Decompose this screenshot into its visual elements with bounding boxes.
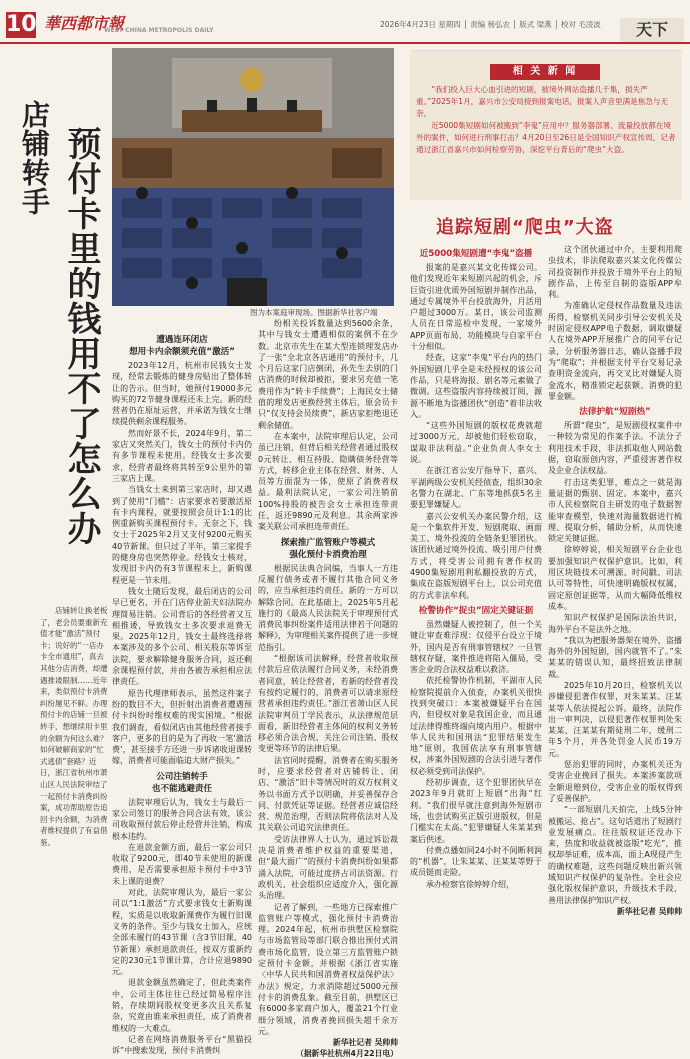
paragraph: 承办检察官徐婷婷介绍， <box>426 879 514 889</box>
paragraph: 这个团伙通过中介，主要利用爬虫技术，非法爬取嘉兴某文化传媒公司投资制作并投放于境外平台上的短剧作品，上传至自制的盗版APP牟利。 <box>548 245 682 300</box>
paragraph: 2025年10月20日，检察机关以涉嫌侵犯著作权罪，对朱某某、汪某某等人依法提起公诉。最终，法院作出一审判决，以侵犯著作权罪判处朱某某、汪某某有期徒刑二年，缓刑二年5个月，并各处罚金人民币19万元。 <box>548 680 682 758</box>
paragraph: 在退款金额方面，最后一家公司只收取了9200元，即40节未使用的新课费用，是否需要承担原卡预付卡中3节未上课的退费？ <box>112 842 252 886</box>
photo-caption: 图为本案庭审现场。图据新华社客户端 <box>250 308 378 317</box>
paragraph: “一部短剧几天拍完，上线5分钟被搬运、抢占”。这句话道出了短剧行业发展痛点。往往版权证还没办下来，热度和收益就被盗版“吃光”，推权却举证难，成本高，面上A现侵产生的确权难题，这些问题反映出新兴领域知识产权保护的复杂性。全社会应强化版权保护意识，升级技术手段，善用法律保护知识产权。 <box>548 805 682 905</box>
paragraph: 依托检警协作机制，平湖市人民检察院提前介入侦查，办案机关很快找到突破口：本案被嫌疑平台在国内，但侵权对象是我国企业，而且通过法律得维终端向境内用户。根据中华人民共和国刑法“犯罪结果发生地”原则，我国依法享有刑事管辖权，涉案外国短剧的合法引进与著作权必须受到司法保护。 <box>410 676 542 776</box>
subhead-2: 公司注销转手 也不能逃避责任 <box>151 771 213 794</box>
paragraph: 钱女士随后发现，最后闭店的公司早已更名，开在门店停业前夫妇法院办理简易注销。公司背后的各经营者又互相推诿，导致钱女士多次要求退费无果。2025年12月，钱女士最终选择将本案涉及的多个公司、相关股东等诉至法院，要求解除健身服务合同，返还剩余课程预付款，并由各被告承担相应法律责任。 <box>112 586 252 687</box>
article-column-4 <box>548 244 682 917</box>
paragraph: 当钱女士来到第三家店时，却又遇到了使用“门槛”：店家要求若要激活原有卡内课程，就要按照会员计1:1的比例重新购买课程预付卡。无奈之下，钱女士于2025年2月又支付9200元购买40节新课。但只过了半年，第三家提手的健身房也突然停业。经钱女士核对，发现旧卡内仍有3节课程未上，新购课程更是一节未用。 <box>112 485 252 585</box>
paragraph: “根据该司法解释，经营者收取预付款后应依法履行合同义务，未经消费者同意，转让经营者，若新的经营者没有按约定履行的，消费者可以请求原经营者承担违约责任。”浙江省萧山区人民法院审判员丁学民表示，从法律规范层面看，新旧经营者主体间的权利义务转移必须合法合规，关注公司注销、股权变更等环节的法律后果。 <box>258 654 398 754</box>
paragraph: 为准确认定侵权作品数量及违法所得，检察机关同步引导公安机关及时固定侵权APP电子数据，调取嫌疑人在境外APP开展推广合的同平台记录，分析服务器日志，确认盗播手段为“爬取”；并根据支付平台交易记录查明资金流向，再交叉比对嫌疑人资金流水，精准锁定起获额、消费的犯罪金额。 <box>548 301 682 401</box>
paragraph: 嘉兴公安机关办案民警介绍，这是一个集软件开发、短剧爬取、画面美工、境外投流的全链条犯罪团伙。该团伙通过境外投流、吸引用户付费方式，将受害公司拥有著作权的4900集短剧用利私翻投放的方式，集成在盗版短剧平台上，以公司充值的方式非法牟利。 <box>410 511 542 600</box>
brand-logo: 華西都市報 <box>44 14 125 33</box>
subhead-3: 探索推广监管账户等模式 强化预付卡消费治理 <box>280 537 376 560</box>
court-photo-illustration <box>112 48 394 306</box>
article-column-1 <box>112 330 252 1057</box>
paragraph: 虽然嫌疑人被控制了，但一个关键让审查难浮现：仅侵平台设立于境外，国内是否有刑事管辖权？一旦管辖权存疑，案件推进将陷入僵局，受害企业的合法权益难以救济。 <box>410 619 542 675</box>
subhead-right-3: 法律护航“短剧热” <box>579 407 651 418</box>
paragraph: 知识产权保护是国际法治共识，海外平台不是法外之地。 <box>548 613 682 634</box>
paragraph: 徐婷婷说，相关短剧平台企业也要加强知识产权保护意识。比如，利用区块链技术可溯源、时间戳、司法认可等特性，可快速明确版权权属，固定原创证据等，从而大幅降低维权成本。 <box>548 545 682 611</box>
paragraph: 根据民法典合同编，当事人一方违反履行债务或者不履行其他合同义务的，应当承担违约责任。新的一方可以解除合同。在此基础上，2025年5月起施行的《最高人民法院关于审理预付式消费民事纠纷案件适用法律若干问题的解释》，为审理相关案件提供了进一步规范指引。 <box>258 563 398 652</box>
paragraph: 打击这类犯罪，难点之一就是海量证据的甄别、固定。本案中，嘉兴市人民检察院自主研发的电子数据智能审查模型，快速对海量数据进行梳理、提取分析，辅助分析，从而快速锁定关键证据。 <box>548 477 682 544</box>
paragraph: 受访法律界人士认为，通过诉讼裁决是消费者维护权益的重要渠道，但“最大面广”的预付卡消费纠纷如果都涌入法院，可能过度挤占司法资源。行政机关、社会组织应适度介入，强化源头治理。 <box>258 834 398 901</box>
paragraph: 经查，这家“李鬼”平台内的热门外国短剧几乎全是未经授权的该公司作品，只是将海报、剧名等元素做了微调。这些盗版内容持续被订阅，源源不断地为盗播团伙“创造”着非法收入。 <box>410 353 542 419</box>
paragraph: “这些外国短剧的版权花费就超过3000万元，却被他们轻松窃取，谋取非法利益。”企业负责人李女士说。 <box>410 421 542 465</box>
paragraph: 2023年12月，杭州市民钱女士发现，经常去锻炼的健身房贴出了整体转让的告示。但当时，她预付19000多元购买的72节健身课程还未上完。新的经营者仍在原址运营，并承诺为钱女士继续提供剩余课程服务。 <box>112 361 252 427</box>
brand-en: WEST CHINA METROPOLIS DAILY <box>104 27 214 34</box>
paragraph: 近5000集短剧如何被搬到“李鬼”应用中？服务器部署、流量投放都在境外的案件，如何进行刑事打击？4月20日至26日是全国知识产权宣传周，记者通过浙江省嘉兴市如何检察劳协，深挖平台背后的“爬虫”大盗。 <box>416 121 676 154</box>
headline-side: 店铺转手 <box>18 100 51 216</box>
paragraph: 原告代理律师表示，虽然这件案子纷的数目不大，但折射出消费者遭遇预付卡纠纷时维权难的现实困境。“根据我们调查，看似闭店由其他经营者接手客户，更多的目的是为了再收一笔‘激活费’，甚至接手方还进一步诉诸收退课转嫁，消费者可能面临追大财产损失。” <box>112 688 252 766</box>
paragraph: 然而好景不长，2024年9月，第二家店又突然关门，钱女士的预付卡内仍有多节课程未使用。经钱女士多次要求，经营者最终将其转至9公里外的第三家店上课。 <box>112 428 252 483</box>
article-column-3 <box>410 244 542 890</box>
lead-paragraph <box>40 605 108 848</box>
subhead-1: 遭遇连环闭店 想用卡内余额须充值“激活” <box>129 335 235 357</box>
article-column-2 <box>258 318 398 1059</box>
court-photo <box>112 48 394 306</box>
paragraph: “我以为把服务器架在境外，盗播海外的外国短剧，国内就管不了。”朱某某的错误认知，最终招致法律制裁。 <box>548 635 682 679</box>
paragraph: 记者了解到，一些地方已探索推广监管账户等模式，强化预付卡消费治理。2024年起，杭州市拱墅区检察院与市场监管局等部门联合推出预付式消费市场化监管，设立第三方监管账户锁定预付卡金额，并根据《浙江省实施〈中华人民共和国消费者权益保护法〉办法》规定，力求消除超过5000元预付卡的消费乱象。截至目前，拱墅区已有6000多家商户加入，覆盖21个行业细分领域，消费者挽回损失超千余万元。 <box>258 902 398 1036</box>
section-tag: 天下 <box>620 18 684 42</box>
paragraph: “我们投入巨大心血引进的短剧，被境外网站盗播几千集，损失严重。”2025年1月，嘉兴市公安局接到报案电话，报案人声音里满是焦急与无奈。 <box>416 85 669 118</box>
headline-right: 追踪短剧“爬虫”大盗 <box>436 217 614 238</box>
related-news-text <box>416 84 678 156</box>
paragraph: 纷相关投诉数量达到5600余条，其中与钱女士遭遇相似的案例不在少数。北京市先生在某大型连锁理发店办了一张“全北京各店通用”的预付卡，几个月后这家门店倒闭，孙先生去别的门店消费的时候却被拒，要求另充值一笔费用作为“转卡手续费”；上海民女士储值的理发店更换经营主体后，原会员卡只“仅支持会员续费”，新店家拒绝退还剩余储值。 <box>258 319 398 430</box>
subhead-right-1: 近5000集短剧遭“李鬼”盗播 <box>419 249 533 259</box>
related-news-title: 相 关 新 闻 <box>490 64 600 80</box>
paragraph: 报案的是嘉兴某文化传媒公司。他们发现近年来短剧兴起的机会，斥巨资引进优质外国短剧并制作出品，通过专属境外平台投放海外，月活用户超过3000万。某日，该公司监测人员在日常巡检中发现，一家境外APP页面布局、功能模块与自家平台十分相似。 <box>410 263 542 352</box>
dateline-source: （据新华社杭州4月22日电） <box>295 1049 398 1059</box>
issue-meta: 2026年4月23日 星期四 │ 责编 杨弘农 │ 版式 梁燕 │ 校对 毛凌波 <box>380 20 601 29</box>
paragraph: 法院审理后认为，钱女士与最后一家公司签订的服务合同合法有效，该公司收取预付款后停止经营并注销，构成根本违约。 <box>112 797 252 841</box>
paragraph: 退款金额虽然确定了，但此类案件中，公司主体往往已经过简易程序注销，存续期间股权变更多次且关系复杂，究竟由谁来承担责任，成了消费者维权的一大难点。 <box>112 978 252 1033</box>
byline-right: 新华社记者 吴帅帅 <box>616 906 682 916</box>
paragraph: 惩治犯罪的同时，办案机关还为受害企业挽回了损失。本案涉案款项全额退赔到位，受害企业的版权得到了妥善保护。 <box>548 760 682 803</box>
paragraph: 在本案中，法院审理后认定，公司虽已注销，但背后相关经营者通过股权0元转让、相互持股、隐瞒债务经营等方式，转移企业主体在经营、财务、人员等方面混为一体，使原了消费者权益。最利法院认定，一家公司注销前100%持股的被告会女士承担连带责任，返还9890元及利息。其余两家涉案关联公司承担连带责任。 <box>258 431 398 532</box>
paragraph: 付费点播如同24小时不间断利润的“机器”，让朱某某、汪某某等野于成员铤而走险。 <box>410 845 542 878</box>
paragraph: 在浙江省公安厅指导下，嘉兴、平湖两级公安机关经侦查，组织30余名警力在湖北、广东等地抓获5名主要犯罪嫌疑人。 <box>410 466 542 510</box>
byline: 新华社记者 吴帅帅 <box>332 1038 398 1048</box>
paragraph: 法官同时提醒，消费者在购买服务时，应要求经营者对店铺转让、闭店、“激活”旧卡等情况时的双方权利义务以书面方式予以明确，并妥善保存合同、付款凭证等证据。经营者应诚信经营、规范治理，否则法院将依法对人及其关联公司追究法律责任。 <box>258 755 398 833</box>
paragraph: 所谓“爬虫”，是短剧侵权案件中一种较为常见的作案手法。不法分子利用技术手段，非法抓取他人网站数据，窃取原创内容，严重侵害著作权及企业合法权益。 <box>548 421 682 476</box>
paragraph: 经初步调查，这个犯罪团伙早在2023年9月就盯上短剧“出海”红利。“我们很早就注意到海外短剧市场，也尝试购买正版引进版权，但是门槛实在太高。”犯罪嫌疑人朱某某到案后供述。 <box>410 778 542 844</box>
subhead-right-2: 检警协作“捉虫”固定关键证据 <box>418 605 534 616</box>
headline-main: 预付卡里的钱用不了怎么办 <box>61 126 101 546</box>
page-number: 10 <box>6 12 37 37</box>
page-header <box>0 0 690 44</box>
paragraph: 记者在网络消费服务平台“黑猫投诉”中搜索发现，预付卡消费纠 <box>112 1034 252 1056</box>
paragraph: 对此，法院审理认为，最后一家公司以“1:1激活”方式要求钱女士新购课程，实质是以收取新课费作为履行旧课义务的条件。至少与钱女士加入，应统全部未履行的43节课（含3节旧课、40节新课）承担退款责任，按双方重新约定的230元1节课计算，合计应退9890元。 <box>112 888 252 977</box>
lead-text: 店铺转让换老板了，老会员要重新充值才能“激活”预付卡；说好的“一店办卡全市通用”，真去其他分店消费，却遭遇推诿限制……近年来，类似预付卡消费纠纷屡见不鲜。办理预付卡的店铺一旦被转手，想继续用卡里的余额为何这么难？如何破解商家的“忙式逃债”套路？近日，浙江省杭州市萧山区人民法院审结了一起预付卡消费纠纷案，成功帮助原告追回卡内余额，为消费者维权提供了有益借鉴。 <box>40 606 108 847</box>
